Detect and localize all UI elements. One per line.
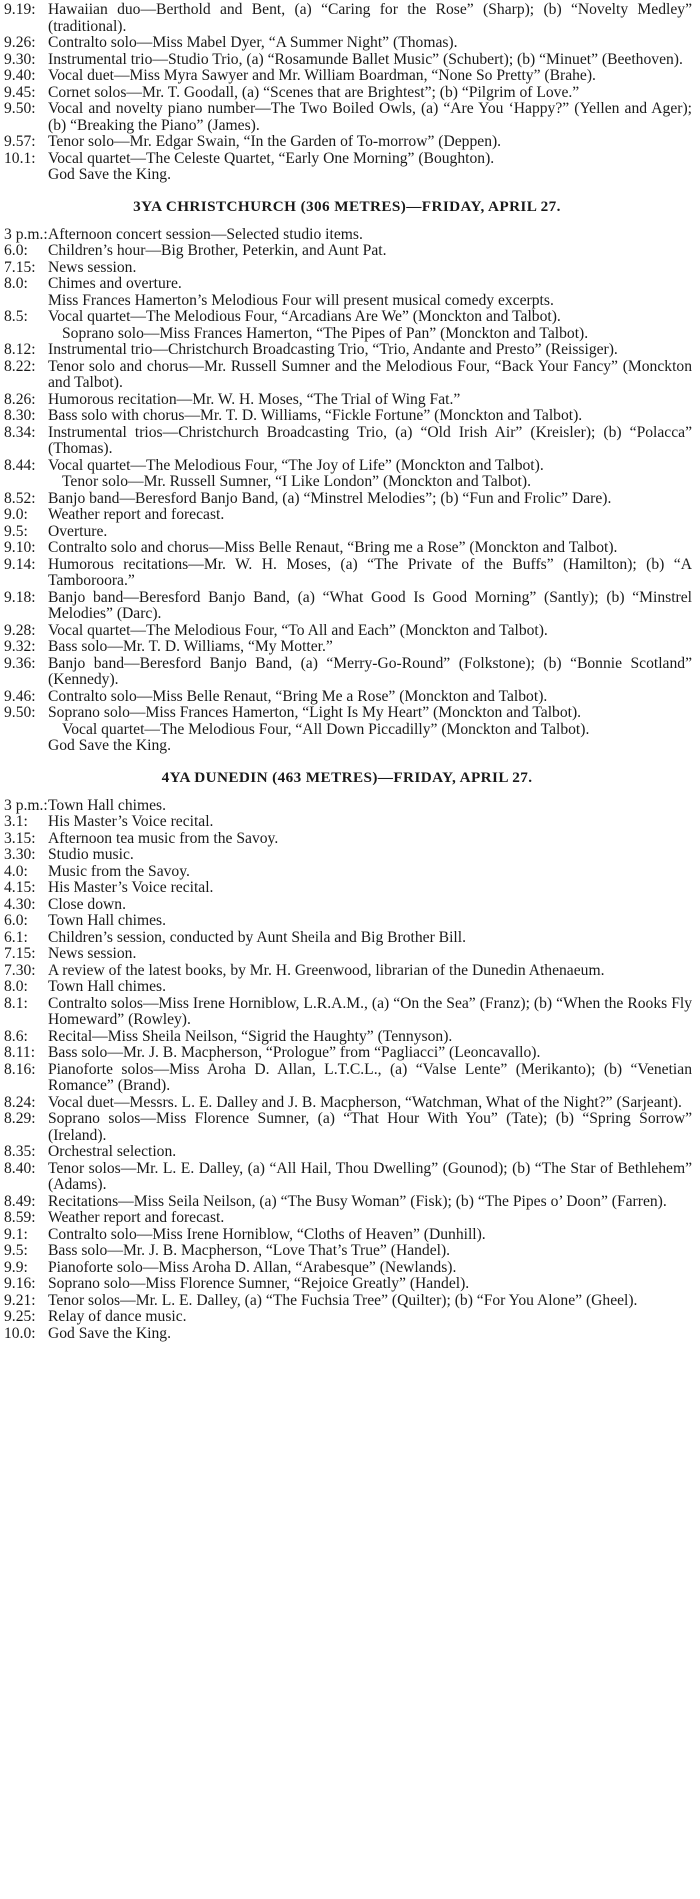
item-time: 8.11: — [4, 1044, 36, 1061]
item-description: Vocal quartet—The Melodious Four, “Arcadians Are We” (Monckton and Talbot). — [48, 308, 561, 325]
programme-item — [2, 814, 692, 831]
programme-item — [2, 1144, 692, 1161]
programme-item — [2, 392, 692, 409]
programme-item — [2, 243, 692, 260]
item-description: Studio music. — [48, 846, 134, 863]
item-description: His Master’s Voice recital. — [48, 879, 214, 896]
station-programme — [2, 769, 692, 1343]
programme-item — [2, 722, 692, 739]
item-time: 9.16: — [4, 1275, 36, 1292]
item-time: 8.44: — [4, 456, 36, 474]
programme-item — [2, 458, 692, 475]
item-description: Town Hall chimes. — [48, 912, 167, 929]
item-time: 8.22: — [4, 357, 36, 375]
item-description: Soprano solo—Miss Florence Sumner, “Rejoice Greatly” (Handel). — [48, 1275, 470, 1292]
item-time: 6.0: — [4, 242, 28, 259]
programme-item — [2, 705, 692, 722]
programme-item — [2, 101, 692, 134]
item-description: Instrumental trio—Christchurch Broadcasting Trio, “Trio, Andante and Presto” (Reissiger). — [48, 341, 618, 358]
item-time: 9.46: — [4, 687, 36, 705]
item-description: Banjo band—Beresford Banjo Band, (a) “Merry-Go-Round” (Folkstone); (b) “Bonnie Scotland” (Kennedy). — [48, 654, 692, 688]
programme-item — [2, 52, 692, 69]
programme-item — [2, 1045, 692, 1062]
item-time: 9.19: — [4, 1, 36, 18]
item-time: 8.0: — [4, 978, 28, 995]
item-time: 8.16: — [4, 1060, 36, 1078]
item-description: Miss Frances Hamerton’s Melodious Four will present musical comedy excerpts. — [48, 291, 554, 309]
programme-item — [2, 979, 692, 996]
item-time: 8.12: — [4, 341, 36, 358]
programme-item — [2, 260, 692, 277]
programme-item — [2, 408, 692, 425]
item-description: Tenor solo and chorus—Mr. Russell Sumner and the Melodious Four, “Back Your Fancy” (Monckton and Talbot). — [48, 357, 692, 391]
item-time: 9.40: — [4, 67, 36, 84]
programme-item — [2, 656, 692, 689]
programme-item — [2, 864, 692, 881]
programme-item — [2, 1276, 692, 1293]
programme-item — [2, 540, 692, 557]
item-description: Recital—Miss Sheila Neilson, “Sigrid the Haughty” (Tennyson). — [48, 1027, 453, 1045]
item-description: Bass solo—Mr. J. B. Macpherson, “Love That’s True” (Handel). — [48, 1242, 451, 1259]
item-time: 9.50: — [4, 100, 36, 117]
item-description: Chimes and overture. — [48, 275, 182, 292]
item-time: 3.15: — [4, 829, 36, 847]
item-description: Weather report and forecast. — [48, 1209, 225, 1226]
programme-item — [2, 1326, 692, 1343]
item-time: 9.10: — [4, 539, 36, 556]
item-description: God Save the King. — [48, 737, 171, 754]
item-description: Humorous recitation—Mr. W. H. Moses, “The Trial of Wing Fat.” — [48, 390, 461, 408]
item-description: Tenor solo—Mr. Russell Sumner, “I Like London” (Monckton and Talbot). — [62, 473, 531, 490]
programme-item — [2, 524, 692, 541]
item-time: 4.0: — [4, 862, 28, 880]
item-description: Tenor solos—Mr. L. E. Dalley, (a) “The Fuchsia Tree” (Quilter); (b) “For You Alone” (Gheel). — [48, 1291, 638, 1309]
item-time: 3 p.m.: — [4, 225, 48, 243]
item-time: 8.30: — [4, 407, 36, 424]
item-time: 8.34: — [4, 423, 36, 441]
item-time: 9.18: — [4, 588, 36, 606]
programme-item — [2, 1260, 692, 1277]
programme-item — [2, 1095, 692, 1112]
programme-item — [2, 342, 692, 359]
item-description: Banjo band—Beresford Banjo Band, (a) “Minstrel Melodies”; (b) “Fun and Frolic” Dare). — [48, 489, 612, 507]
programme-item — [2, 491, 692, 508]
item-time: 9.9: — [4, 1258, 28, 1276]
item-time: 8.26: — [4, 390, 36, 408]
programme-item — [2, 1309, 692, 1326]
programme-item — [2, 738, 692, 755]
programme-item — [2, 847, 692, 864]
programme-item — [2, 151, 692, 168]
item-description: Vocal quartet—The Melodious Four, “All Down Piccadilly” (Monckton and Talbot). — [62, 720, 590, 738]
item-time: 9.45: — [4, 83, 36, 101]
item-time: 8.1: — [4, 994, 28, 1012]
programme-item — [2, 590, 692, 623]
programme-item — [2, 425, 692, 458]
programme-item — [2, 639, 692, 656]
programme-item — [2, 1210, 692, 1227]
item-time: 8.59: — [4, 1209, 36, 1226]
item-time: 6.1: — [4, 928, 28, 946]
item-description: Pianoforte solos—Miss Aroha D. Allan, L.T.C.L., (a) “Valse Lente” (Merikanto); (b) “Venetian Romance” (Brand). — [48, 1060, 692, 1094]
programme-item — [2, 1062, 692, 1095]
programme-item — [2, 326, 692, 343]
station-programme — [2, 2, 692, 184]
programme-item — [2, 1293, 692, 1310]
item-description: Town Hall chimes. — [48, 796, 167, 814]
item-time: 8.29: — [4, 1110, 36, 1127]
item-time: 3.30: — [4, 846, 36, 863]
item-time: 9.25: — [4, 1308, 36, 1325]
item-time: 8.52: — [4, 489, 36, 507]
item-time: 10.0: — [4, 1324, 36, 1342]
item-description: Contralto solo—Miss Mabel Dyer, “A Summer Night” (Thomas). — [48, 34, 458, 51]
item-description: Relay of dance music. — [48, 1308, 187, 1325]
programme-item — [2, 2, 692, 35]
item-description: Contralto solo—Miss Belle Renaut, “Bring Me a Rose” (Monckton and Talbot). — [48, 687, 548, 705]
programme-item — [2, 1161, 692, 1194]
item-description: Contralto solos—Miss Irene Horniblow, L.R.A.M., (a) “On the Sea” (Franz); (b) “When the Rooks Fly Homeward” (Rowley). — [48, 994, 692, 1028]
programme-item — [2, 897, 692, 914]
programme-item — [2, 946, 692, 963]
item-description: Contralto solo—Miss Irene Horniblow, “Cloths of Heaven” (Dunhill). — [48, 1225, 486, 1243]
programme-item — [2, 35, 692, 52]
station-programme — [2, 198, 692, 755]
item-description: Children’s hour—Big Brother, Peterkin, and Aunt Pat. — [48, 242, 387, 259]
item-time: 8.6: — [4, 1027, 28, 1045]
item-time: 9.50: — [4, 704, 36, 721]
item-description: Children’s session, conducted by Aunt Sheila and Big Brother Bill. — [48, 928, 466, 946]
item-time: 9.28: — [4, 621, 36, 639]
item-description: Instrumental trio—Studio Trio, (a) “Rosamunde Ballet Music” (Schubert); (b) “Minuet” (Beethoven). — [48, 50, 683, 68]
item-description: Vocal and novelty piano number—The Two Boiled Owls, (a) “Are You ‘Happy?” (Yellen and Ager); (b) “Breaking the Piano” (James). — [48, 100, 692, 134]
item-time: 9.30: — [4, 50, 36, 68]
programme-item — [2, 474, 692, 491]
item-time: 9.1: — [4, 1225, 28, 1243]
programme-item — [2, 880, 692, 897]
item-time: 3 p.m.: — [4, 796, 48, 814]
programme-item — [2, 798, 692, 815]
programme-item — [2, 1111, 692, 1144]
station-heading: 4YA DUNEDIN (463 METRES)—FRIDAY, APRIL 27. — [161, 768, 533, 786]
programme-item — [2, 930, 692, 947]
item-description: Orchestral selection. — [48, 1143, 177, 1160]
item-description: Soprano solos—Miss Florence Sumner, (a) “That Hour With You” (Tate); (b) “Spring Sorrow” (Ireland). — [48, 1110, 692, 1144]
programme-item — [2, 996, 692, 1029]
item-time: 9.5: — [4, 522, 28, 540]
item-time: 3.1: — [4, 813, 28, 830]
item-description: Afternoon tea music from the Savoy. — [48, 829, 279, 847]
item-description: Pianoforte solo—Miss Aroha D. Allan, “Arabesque” (Newlands). — [48, 1258, 457, 1276]
programme-item — [2, 293, 692, 310]
programme-item — [2, 134, 692, 151]
item-time: 7.15: — [4, 258, 36, 276]
item-description: Humorous recitations—Mr. W. H. Moses, (a) “The Private of the Buffs” (Hamilton); (b) “A Tamboroora.” — [48, 555, 692, 589]
programme-item — [2, 276, 692, 293]
item-description: Banjo band—Beresford Banjo Band, (a) “What Good Is Good Morning” (Santly); (b) “Minstrel Melodies” (Darc). — [48, 588, 692, 622]
item-description: God Save the King. — [48, 1324, 171, 1342]
item-description: Vocal duet—Messrs. L. E. Dalley and J. B. Macpherson, “Watchman, What of the Night?” (Sarjeant). — [48, 1093, 682, 1111]
item-description: Bass solo with chorus—Mr. T. D. Williams, “Fickle Fortune” (Monckton and Talbot). — [48, 407, 583, 424]
programme-item — [2, 227, 692, 244]
item-description: Tenor solos—Mr. L. E. Dalley, (a) “All Hail, Thou Dwelling” (Gounod); (b) “The Star of Bethlehem” (Adams). — [48, 1159, 692, 1193]
item-time: 8.35: — [4, 1143, 36, 1160]
item-description: Bass solo—Mr. J. B. Macpherson, “Prologue” from “Pagliacci” (Leoncavallo). — [48, 1044, 541, 1061]
programme-item — [2, 1227, 692, 1244]
item-time: 9.32: — [4, 638, 36, 655]
item-time: 8.0: — [4, 275, 28, 292]
item-time: 9.21: — [4, 1291, 36, 1309]
item-description: Soprano solo—Miss Frances Hamerton, “The Pipes of Pan” (Monckton and Talbot). — [62, 324, 589, 342]
item-description: Vocal quartet—The Melodious Four, “To All and Each” (Monckton and Talbot). — [48, 621, 548, 639]
item-time: 10.1: — [4, 149, 36, 167]
item-description: Vocal quartet—The Melodious Four, “The Joy of Life” (Monckton and Talbot). — [48, 456, 544, 474]
programme-item — [2, 963, 692, 980]
item-description: Town Hall chimes. — [48, 978, 167, 995]
item-description: Instrumental trios—Christchurch Broadcasting Trio, (a) “Old Irish Air” (Kreisler); (b) “Polacca” (Thomas). — [48, 423, 692, 457]
item-time: 9.14: — [4, 555, 36, 573]
programme-item — [2, 309, 692, 326]
item-time: 8.5: — [4, 308, 28, 325]
programme-item — [2, 167, 692, 184]
programme-item — [2, 68, 692, 85]
item-description: Recitations—Miss Seila Neilson, (a) “The Busy Woman” (Fisk); (b) “The Pipes o’ Doon” (Farren). — [48, 1192, 667, 1210]
item-time: 9.5: — [4, 1242, 28, 1259]
item-time: 8.24: — [4, 1093, 36, 1111]
item-time: 9.36: — [4, 654, 36, 672]
item-time: 8.49: — [4, 1192, 36, 1210]
item-time: 4.30: — [4, 895, 36, 913]
item-time: 7.30: — [4, 961, 36, 979]
item-description: Afternoon concert session—Selected studio items. — [48, 225, 363, 243]
item-description: Music from the Savoy. — [48, 862, 190, 880]
item-description: Weather report and forecast. — [48, 506, 225, 523]
item-description: Close down. — [48, 895, 126, 913]
programme-item — [2, 1194, 692, 1211]
item-description: Overture. — [48, 522, 108, 540]
programme-item — [2, 85, 692, 102]
item-time: 9.0: — [4, 506, 28, 523]
programme-item — [2, 689, 692, 706]
station-heading: 3YA CHRISTCHURCH (306 METRES)—FRIDAY, APRIL 27. — [133, 197, 561, 215]
item-time: 9.57: — [4, 133, 36, 150]
programme-item — [2, 359, 692, 392]
item-description: His Master’s Voice recital. — [48, 813, 214, 830]
item-time: 9.26: — [4, 34, 36, 51]
programme-item — [2, 1029, 692, 1046]
item-description: Vocal quartet—The Celeste Quartet, “Early One Morning” (Boughton). — [48, 149, 495, 167]
programme-item — [2, 557, 692, 590]
item-description: Hawaiian duo—Berthold and Bent, (a) “Caring for the Rose” (Sharp); (b) “Novelty Medley” (traditional). — [48, 1, 692, 35]
item-description: News session. — [48, 258, 137, 276]
item-time: 7.15: — [4, 945, 36, 962]
programme-item — [2, 913, 692, 930]
item-time: 4.15: — [4, 879, 36, 896]
programme-item — [2, 623, 692, 640]
programme-item — [2, 507, 692, 524]
item-time: 6.0: — [4, 912, 28, 929]
programme-item — [2, 831, 692, 848]
item-description: God Save the King. — [48, 166, 171, 183]
item-description: Tenor solo—Mr. Edgar Swain, “In the Garden of To-morrow” (Deppen). — [48, 133, 502, 150]
item-description: A review of the latest books, by Mr. H. Greenwood, librarian of the Dunedin Athenaeum. — [48, 961, 605, 979]
programme-item — [2, 1243, 692, 1260]
item-description: Bass solo—Mr. T. D. Williams, “My Motter.” — [48, 638, 333, 655]
item-description: Soprano solo—Miss Frances Hamerton, “Light Is My Heart” (Monckton and Talbot). — [48, 704, 582, 721]
item-description: News session. — [48, 945, 137, 962]
item-description: Vocal duet—Miss Myra Sawyer and Mr. William Boardman, “None So Pretty” (Brahe). — [48, 67, 596, 84]
item-description: Contralto solo and chorus—Miss Belle Renaut, “Bring me a Rose” (Monckton and Talbot). — [48, 539, 618, 556]
item-time: 8.40: — [4, 1159, 36, 1177]
item-description: Cornet solos—Mr. T. Goodall, (a) “Scenes that are Brightest”; (b) “Pilgrim of Love.” — [48, 83, 580, 101]
